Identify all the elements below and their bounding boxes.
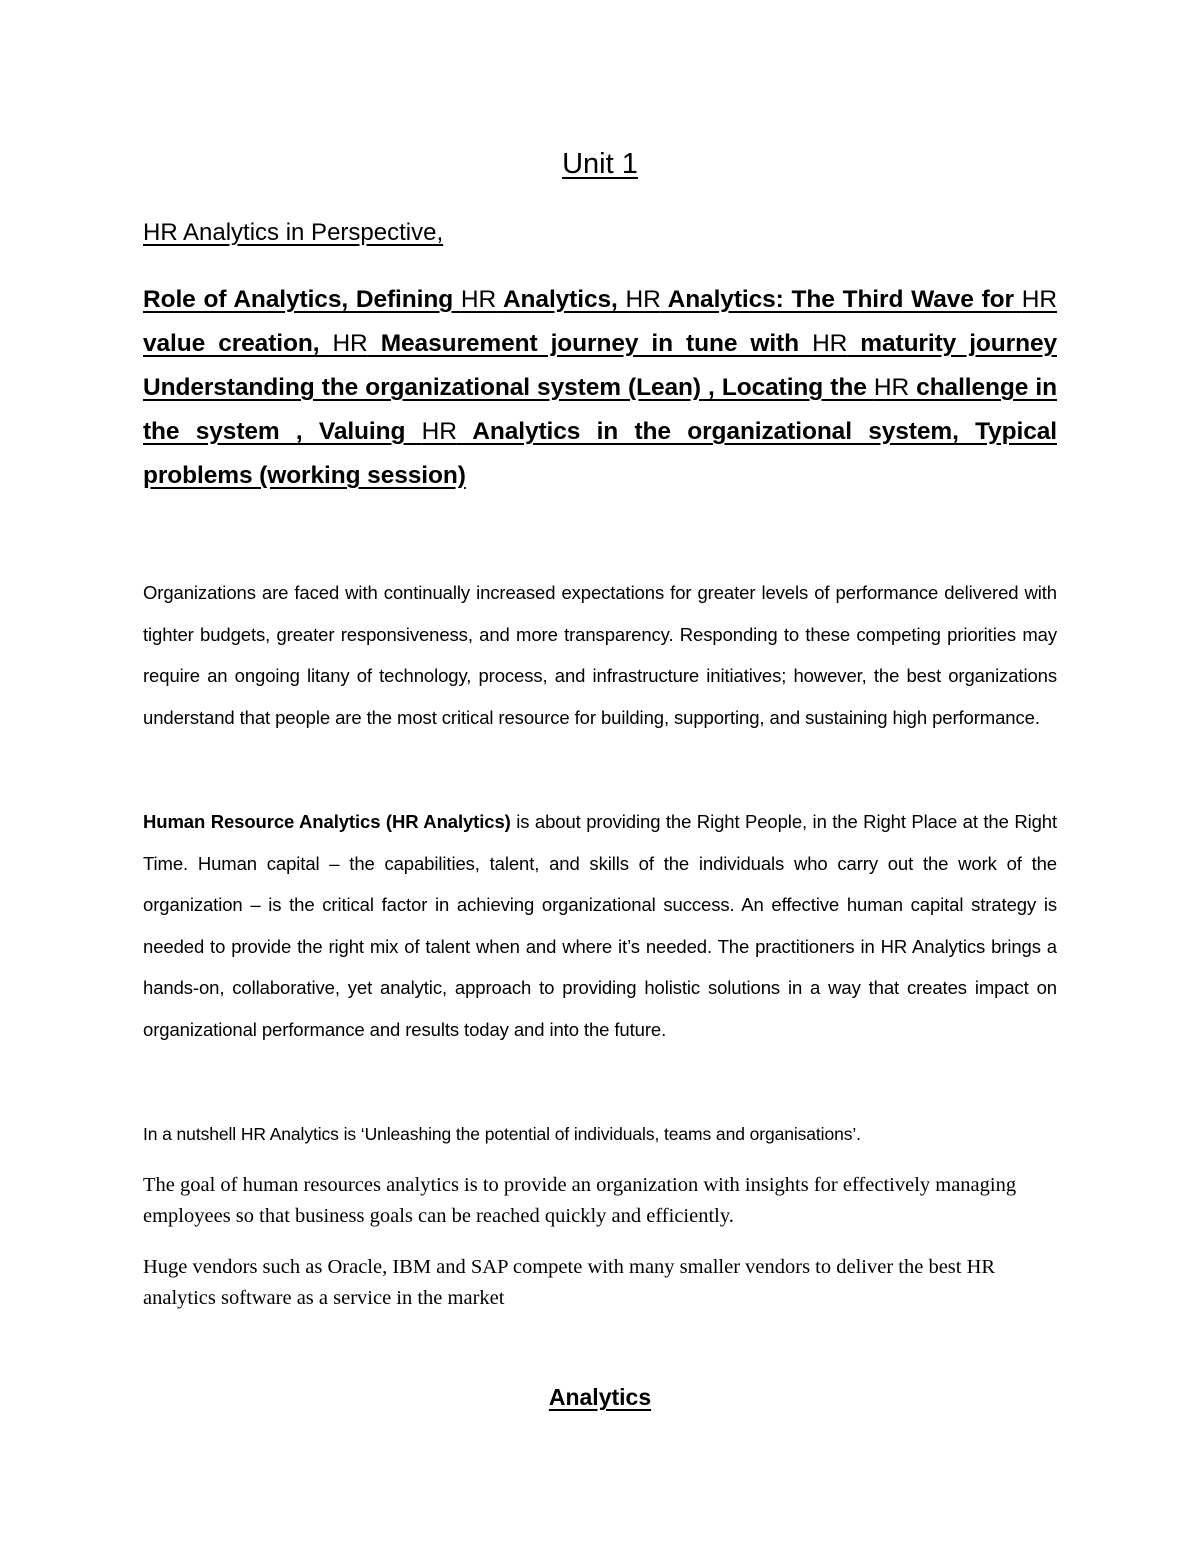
goal-paragraph: The goal of human resources analytics is to provide an organization with insights for effectively managing employees so that business goals can be reached quickly and efficiently. (143, 1174, 1017, 1227)
hr-analytics-definition-paragraph (143, 801, 1057, 1050)
topics-text-14: HR (421, 418, 457, 445)
nutshell-line: In a nutshell HR Analytics is ‘Unleashing the potential of individuals, teams and organisations’. (143, 1124, 861, 1144)
topics-text-6: HR (1021, 286, 1057, 313)
topics-text-8: HR (332, 330, 368, 357)
topics-text-9: Measurement journey in tune with (367, 330, 813, 357)
topics-text-2: HR (460, 286, 497, 313)
topics-text-13: challenge in the system , Valuing (143, 374, 1057, 445)
topics-text-12: HR (873, 374, 910, 401)
topics-text-1: Role of Analytics, Defining (143, 286, 461, 313)
topics-text-7: value creation, (143, 330, 333, 357)
section-heading-analytics: Analytics (548, 1384, 652, 1410)
unit-title: Unit 1 (562, 148, 638, 180)
unit-subtitle: HR Analytics in Perspective, (143, 219, 444, 246)
topics-text-10: HR (812, 330, 848, 357)
topics-text-15: Analytics in the organizational system, Typical problems (working session) (143, 418, 1057, 489)
topics-text-5: Analytics: The Third Wave for (660, 286, 1022, 313)
hr-analytics-definition-text: is about providing the Right People, in the Right Place at the Right Time. Human capital – the capabilities, talent, and skills of the individuals who carry out the work of the organization – is the critical factor in achieving organizational success. An effective human capital strategy is needed to provide the right mix of talent when and where it’s needed. The practitioners in HR Analytics brings a hands-on, collaborative, yet analytic, approach to providing holistic solutions in a way that creates impact on organizational performance and results today and into the future. (143, 811, 1058, 1040)
topics-text-11: maturity journey Understanding the organizational system (Lean) , Locating the (143, 330, 1057, 401)
hr-analytics-term: Human Resource Analytics (HR Analytics) (143, 811, 511, 832)
vendors-paragraph: Huge vendors such as Oracle, IBM and SAP compete with many smaller vendors to deliver the best HR analytics software as a service in the market (143, 1256, 996, 1309)
topics-text-4: HR (625, 286, 661, 313)
topics-text-3: Analytics, (496, 286, 626, 313)
intro-paragraph: Organizations are faced with continually increased expectations for greater levels of performance delivered with tighter budgets, greater responsiveness, and more transparency. Responding to these competing priorities may require an ongoing litany of technology, process, and infrastructure initiatives; however, the best organizations understand that people are the most critical resource for building, supporting, and sustaining high performance. (143, 582, 1057, 728)
topics-list (143, 278, 1057, 498)
